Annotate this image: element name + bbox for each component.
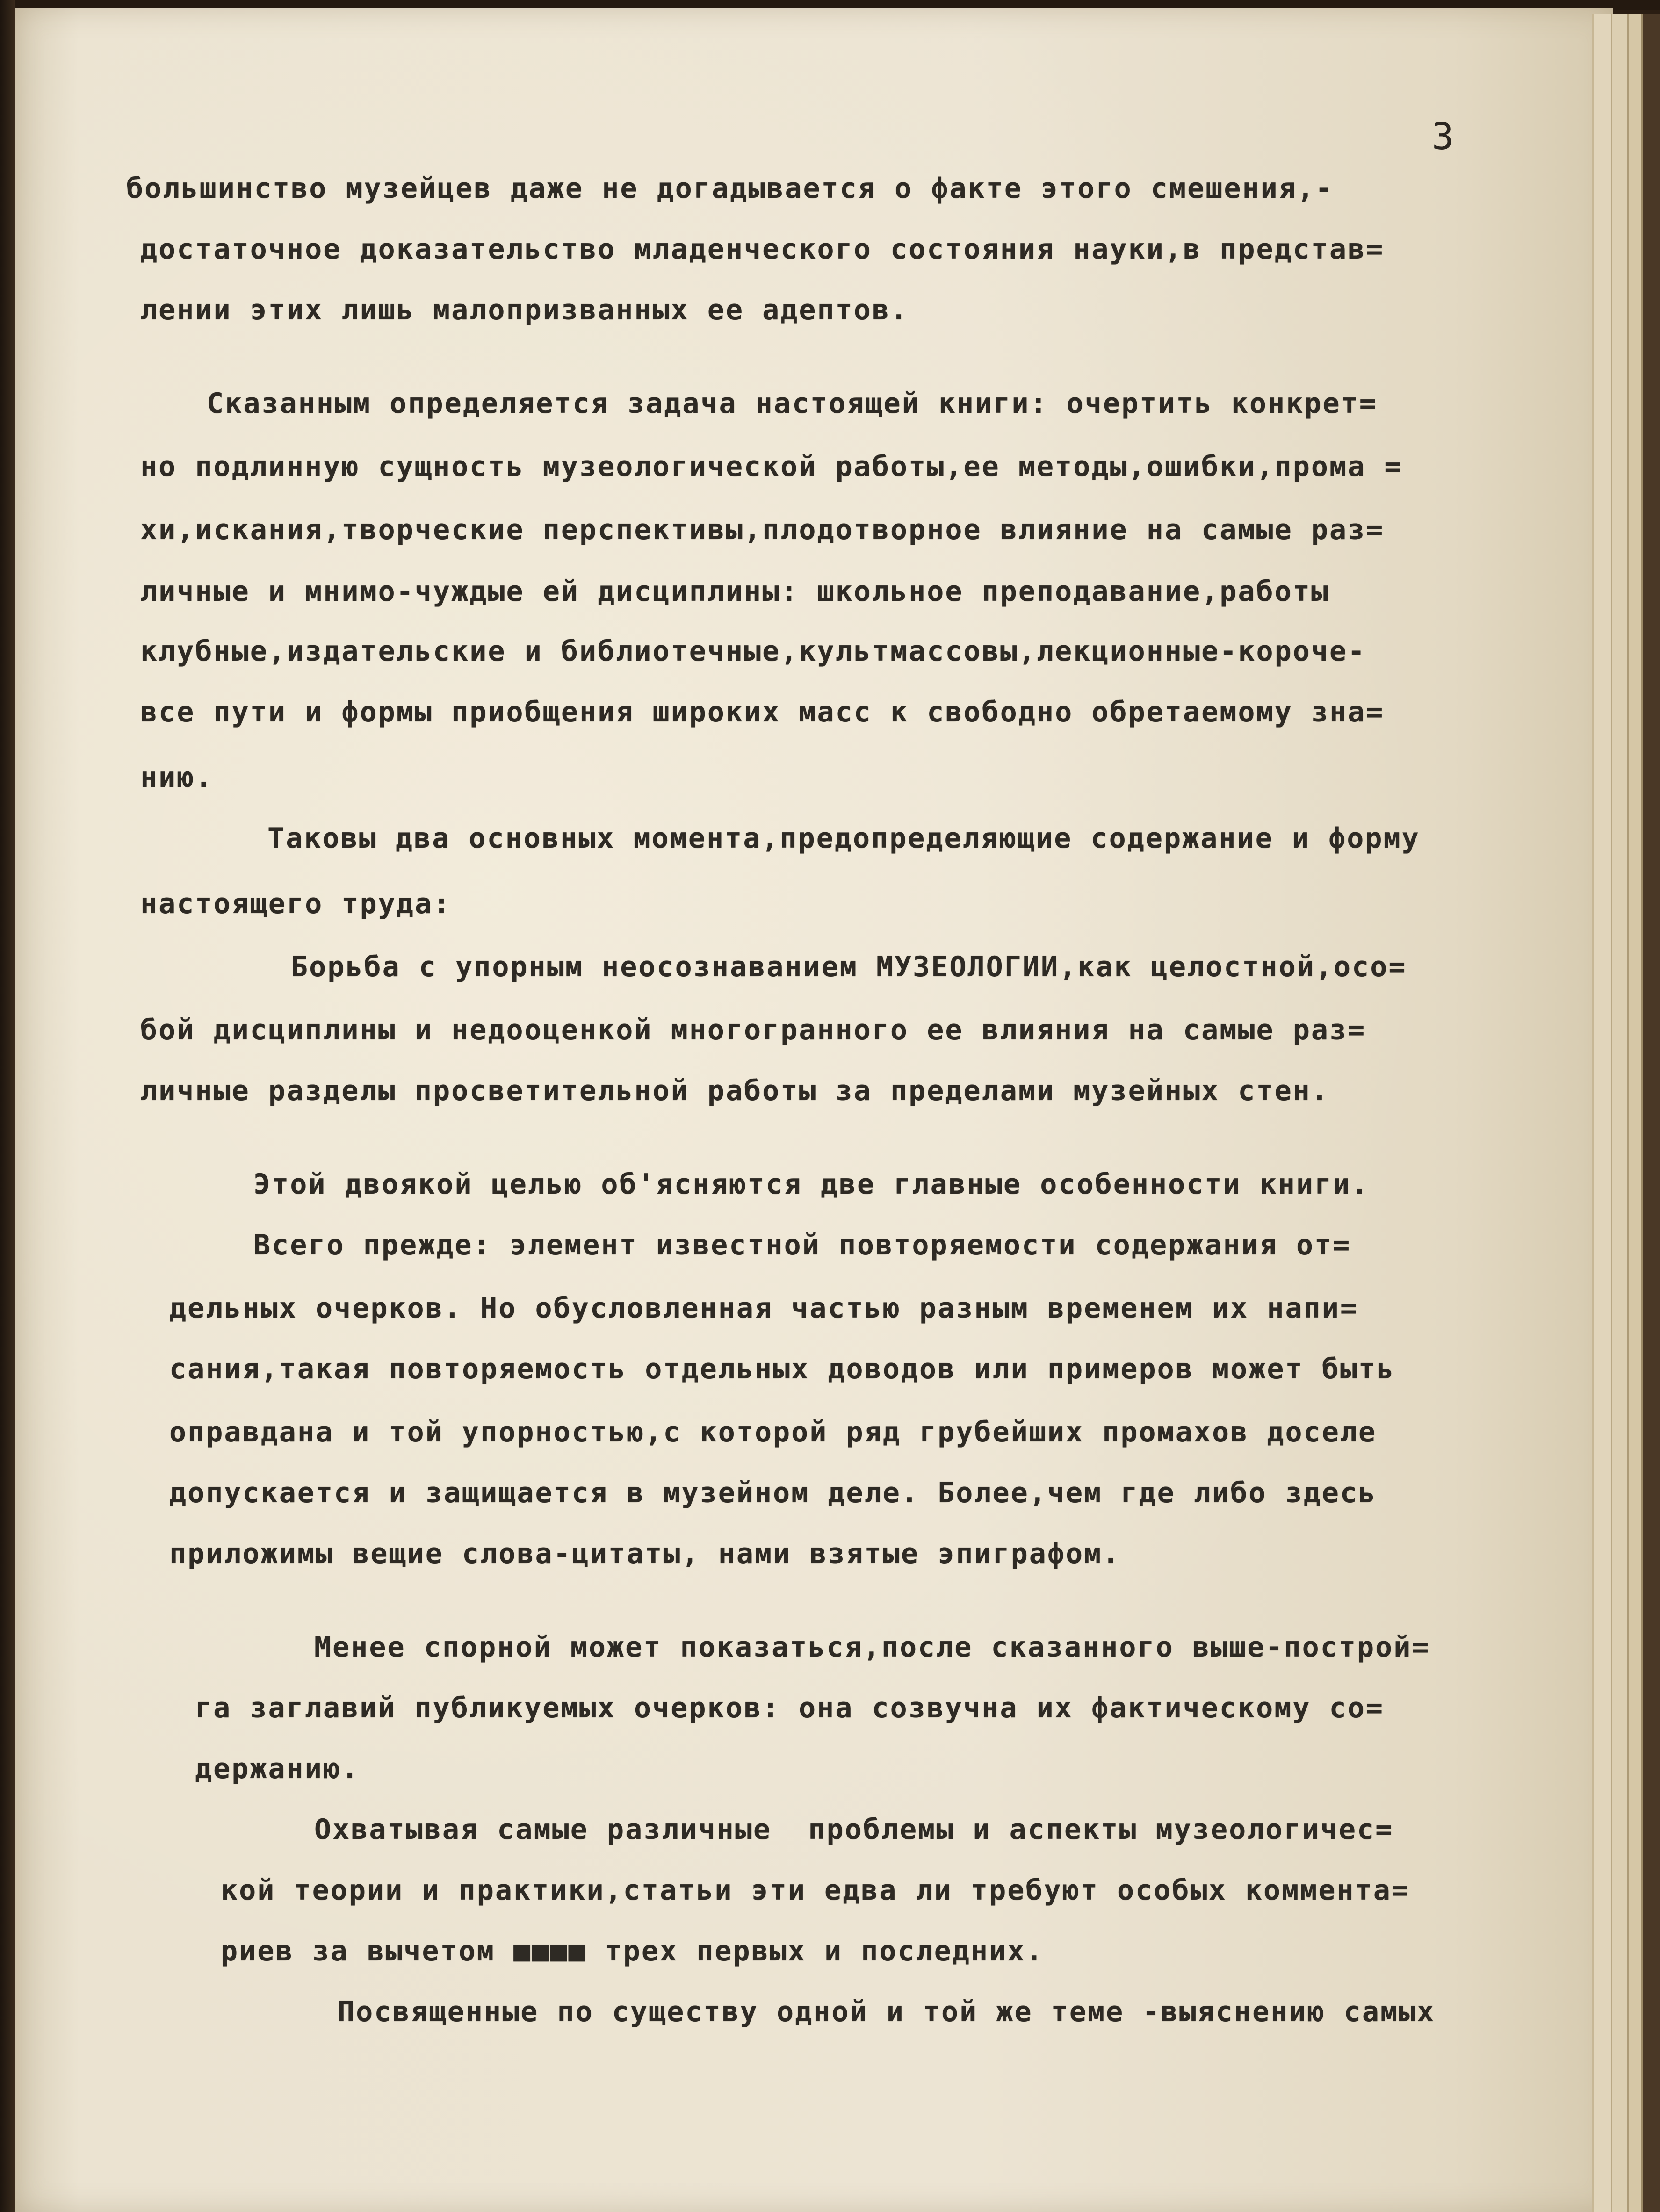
text-line: сания,такая повторяемость отдельных доводов или примеров может быть bbox=[169, 1353, 1395, 1385]
text-line: га заглавий публикуемых очерков: она созвучна их фактическому со= bbox=[195, 1692, 1384, 1724]
text-line: большинство музейцев даже не догадывается о факте этого смешения,- bbox=[126, 172, 1334, 205]
text-line: кой теории и практики,статьи эти едва ли требуют особых коммента= bbox=[221, 1874, 1410, 1907]
text-line: хи,искания,творческие перспективы,плодотворное влияние на самые раз= bbox=[140, 513, 1385, 546]
text-line: Всего прежде: элемент известной повторяемости содержания от= bbox=[253, 1229, 1351, 1261]
page-edge bbox=[1592, 14, 1612, 2212]
text-line: все пути и формы приобщения широких масс к свободно обретаемому зна= bbox=[140, 696, 1385, 728]
text-line: достаточное доказательство младенческого состояния науки,в представ= bbox=[140, 233, 1385, 266]
page-edge bbox=[1627, 14, 1643, 2212]
text-line: личные и мнимо-чуждые ей дисциплины: школьное преподавание,работы bbox=[140, 575, 1329, 608]
text-line: Охватывая самые различные проблемы и аспекты музеологичес= bbox=[314, 1813, 1394, 1846]
text-line: личные разделы просветительной работы за пределами музейных стен. bbox=[140, 1074, 1329, 1107]
text-line: оправдана и той упорностью,с которой ряд грубейших промахов доселе bbox=[169, 1416, 1377, 1448]
text-line: бой дисциплины и недооценкой многогранного ее влияния на самые раз= bbox=[140, 1014, 1366, 1046]
text-line: Менее спорной может показаться,после сказанного выше-построй= bbox=[314, 1631, 1430, 1664]
page-body bbox=[15, 8, 1613, 2212]
text-line: но подлинную сущность музеологической работы,ее методы,ошибки,прома = bbox=[140, 450, 1403, 483]
text-line: нию. bbox=[140, 761, 214, 794]
text-line: дельных очерков. Но обусловленная частью разным временем их напи= bbox=[169, 1292, 1358, 1325]
text-line: клубные,издательские и библиотечные,культмассовы,лекционные-короче- bbox=[140, 635, 1366, 668]
page-edge bbox=[1641, 14, 1660, 2212]
scanner-background-left bbox=[0, 0, 15, 2212]
text-line: приложимы вещие слова-цитаты, нами взятые эпиграфом. bbox=[169, 1537, 1121, 1570]
text-line: настоящего труда: bbox=[140, 887, 452, 920]
page-edge bbox=[1611, 14, 1629, 2212]
text-line: Посвященные по существу одной и той же теме -выяснению самых bbox=[338, 1996, 1436, 2028]
text-line: Борьба с упорным неосознаванием МУЗЕОЛОГИИ,как целостной,осо= bbox=[291, 951, 1407, 983]
text-line: Таковы два основных момента,предопределяющие содержание и форму bbox=[267, 822, 1420, 855]
text-line: допускается и защищается в музейном деле. Более,чем где либо здесь bbox=[169, 1477, 1377, 1509]
typewritten-page bbox=[15, 8, 1613, 2212]
text-line: риев за вычетом ■■■■ трех первых и последних. bbox=[221, 1935, 1044, 1967]
text-line: Сказанным определяется задача настоящей книги: очертить конкрет= bbox=[207, 387, 1378, 420]
text-line: лении этих лишь малопризванных ее адептов. bbox=[140, 294, 909, 326]
text-line: держанию. bbox=[195, 1752, 360, 1785]
page-number: 3 bbox=[1432, 116, 1455, 158]
text-line: Этой двоякой целью об'ясняются две главные особенности книги. bbox=[253, 1168, 1370, 1201]
